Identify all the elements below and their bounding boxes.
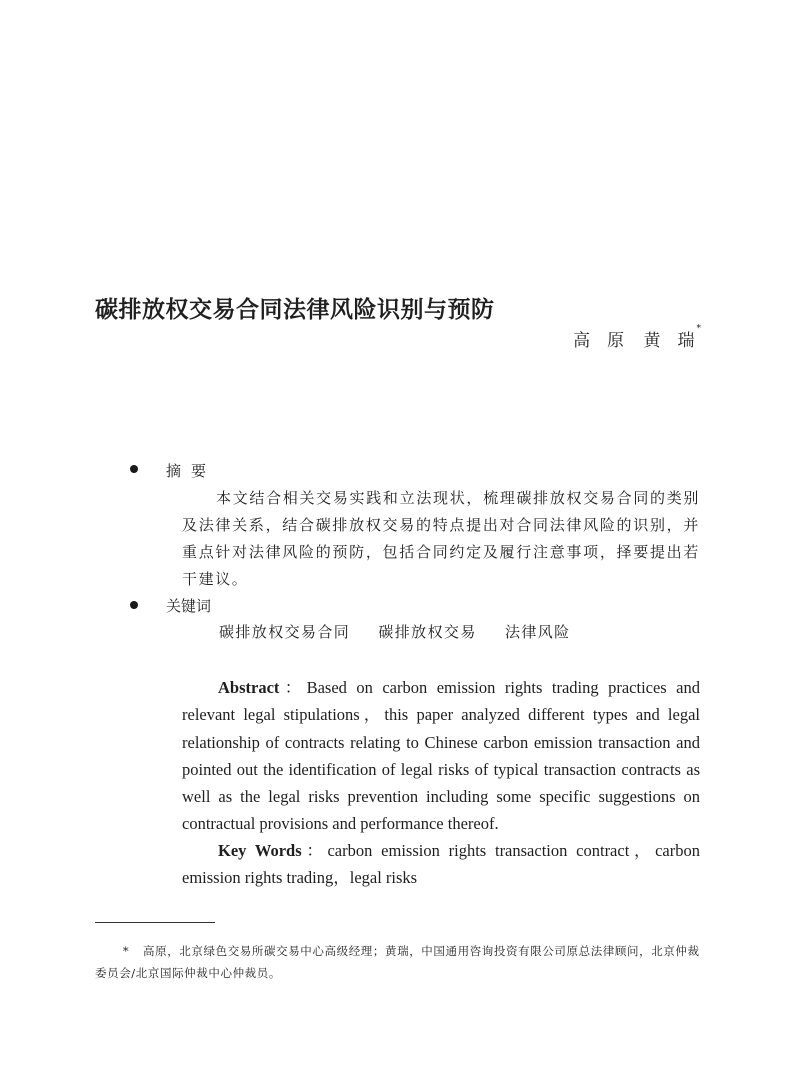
chinese-keywords	[219, 621, 593, 643]
author-name: 黄 瑞	[643, 331, 695, 351]
english-abstract-text: Based on carbon emission rights trading practices and relevant legal stipulations，this paper analyzed different types and legal relationship of contracts relating to Chinese carbon emission transaction and pointed out the identification of legal risks of typical transaction contracts as well as the legal risks prevention including some specific suggestions on contractual provisions and performance thereof.	[182, 678, 701, 834]
bullet-icon	[130, 465, 138, 473]
keyword: 碳排放权交易合同	[219, 623, 351, 641]
label-separator: ：	[279, 678, 307, 697]
english-abstract	[182, 674, 700, 838]
footnote-text: 高原，北京绿色交易所碳交易中心高级经理；黄瑞，中国通用咨询投资有限公司原总法律顾问，北京仲裁委员会/北京国际仲裁中心仲裁员。	[95, 944, 700, 980]
keyword: 法律风险	[504, 623, 571, 641]
abstract-label: 摘要	[166, 462, 217, 480]
bullet-icon	[130, 601, 138, 609]
english-keywords-label: Key Words	[218, 841, 302, 860]
footnote	[95, 940, 700, 984]
english-keywords-text: carbon emission rights transaction contract，carbon emission rights trading，legal risks	[182, 841, 701, 888]
keywords-label: 关键词	[166, 597, 212, 615]
chinese-abstract: 本文结合相关交易实践和立法现状，梳理碳排放权交易合同的类别及法律关系，结合碳排放权交易的特点提出对合同法律风险的识别，并重点针对法律风险的预防，包括合同约定及履行注意事项，择要提出若干建议。	[182, 489, 700, 588]
author-name: 高 原	[573, 331, 625, 351]
footnote-mark: *	[122, 944, 130, 958]
paper-title: 碳排放权交易合同法律风险识别与预防	[95, 296, 495, 324]
footnote-divider	[95, 922, 215, 923]
english-keywords	[182, 837, 700, 892]
author-footnote-mark: *	[696, 324, 701, 334]
label-separator: ：	[301, 841, 328, 860]
keyword: 碳排放权交易	[378, 623, 477, 641]
english-abstract-label: Abstract	[218, 678, 280, 697]
author-line	[573, 326, 701, 351]
